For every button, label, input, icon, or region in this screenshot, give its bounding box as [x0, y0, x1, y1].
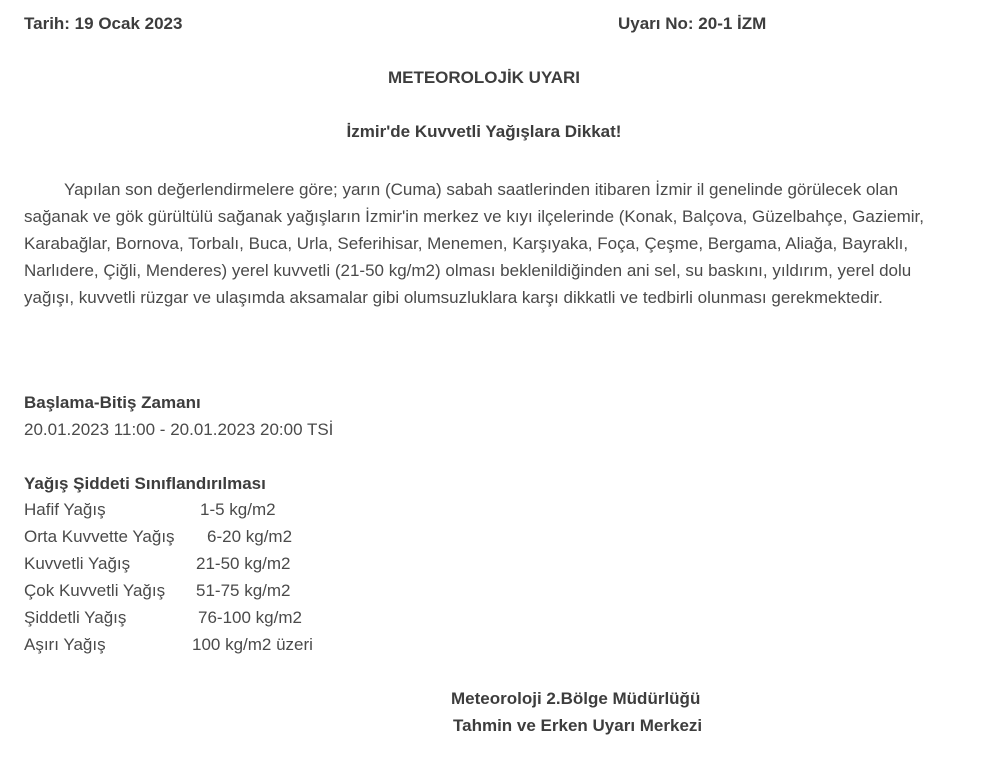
class-name: Kuvvetli Yağış — [24, 554, 131, 573]
page-title: METEOROLOJİK UYARI — [387, 68, 581, 87]
classification-row — [24, 608, 424, 635]
footer-center: Tahmin ve Erken Uyarı Merkezi — [453, 716, 703, 735]
body-line: Bayraklı, Narlıdere, Çiğli, Menderes) yerel kuvvetli (21-50 kg/m2) olması beklenildiğinden ani sel, su baskını, yıldırım, — [24, 234, 909, 280]
classification-heading: Yağış Şiddeti Sınıflandırılması — [24, 474, 266, 493]
class-value: 76-100 kg/m2 — [198, 608, 302, 627]
body-line: Gaziemir, Karabağlar, Bornova, Torbalı, Buca, Urla, Seferihisar, Menemen, Karşıyaka, Foça, Çeşme, Bergama, Aliağa, — [24, 207, 924, 253]
classification-row — [24, 527, 424, 554]
class-name: Şiddetli Yağış — [24, 608, 127, 627]
date-label: Tarih: 19 Ocak 2023 — [24, 14, 183, 33]
class-value: 1-5 kg/m2 — [200, 500, 276, 519]
class-value: 51-75 kg/m2 — [196, 581, 291, 600]
class-name: Aşırı Yağış — [24, 635, 106, 654]
class-name: Çok Kuvvetli Yağış — [24, 581, 166, 600]
classification-row — [24, 500, 424, 527]
page-subtitle: İzmir'de Kuvvetli Yağışlara Dikkat! — [346, 122, 622, 141]
body-line: sağanak ve gök gürültülü sağanak yağışların İzmir'in merkez ve kıyı ilçelerinde (Konak, Balçova, Güzelbahçe, — [24, 207, 848, 226]
classification-row — [24, 635, 424, 662]
time-value: 20.01.2023 11:00 - 20.01.2023 20:00 TSİ — [24, 420, 334, 439]
body-line: gerekmektedir. — [771, 288, 883, 307]
body-line: yerel dolu yağışı, kuvvetli rüzgar ve ulaşımda aksamalar gibi olumsuzluklara karşı dikkatli ve tedbirli olunması — [24, 261, 912, 307]
warning-number: Uyarı No: 20-1 İZM — [618, 14, 767, 33]
footer-directorate: Meteoroloji 2.Bölge Müdürlüğü — [451, 689, 701, 708]
warning-body — [24, 176, 954, 311]
time-heading: Başlama-Bitiş Zamanı — [24, 393, 201, 412]
class-value: 6-20 kg/m2 — [207, 527, 293, 546]
classification-row — [24, 554, 424, 581]
class-name: Orta Kuvvette Yağış — [24, 527, 175, 546]
body-line: Yapılan son değerlendirmelere göre; yarın (Cuma) sabah saatlerinden itibaren İzmir il genelinde görülecek olan — [64, 180, 899, 199]
class-value: 21-50 kg/m2 — [196, 554, 291, 573]
classification-row — [24, 581, 424, 608]
class-value: 100 kg/m2 üzeri — [192, 635, 313, 654]
class-name: Hafif Yağış — [24, 500, 106, 519]
